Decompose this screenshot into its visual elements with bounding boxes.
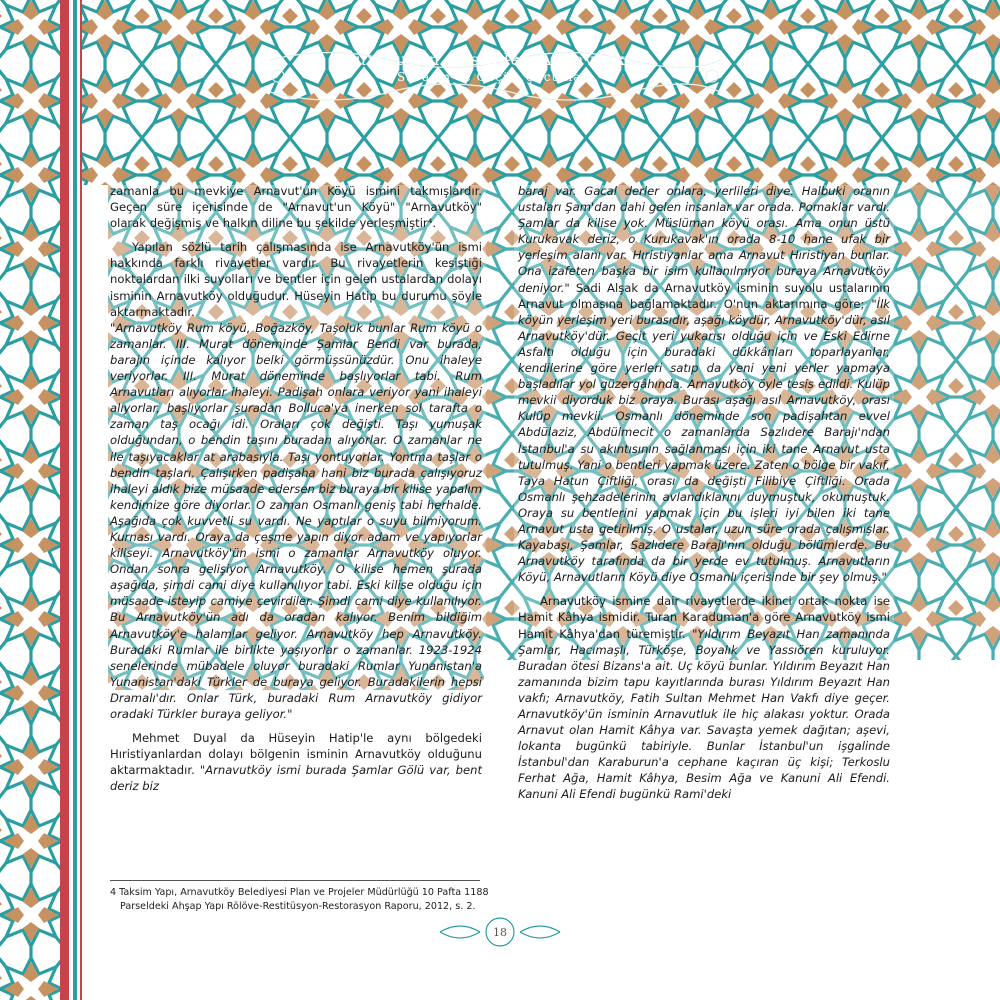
left-red-bar bbox=[60, 0, 69, 1000]
left-teal-bar bbox=[73, 0, 77, 1000]
quote-text: "İlk köyün yerleşim yeri burasıdır, aşağı köydür, Arnavutköy'dür, asıl Arnavutköy'dür. Geçit yeri yukarısı olduğu için ve Eski Edirne Asfaltı olduğu için buradaki dükkânları toparlayanlar, kendilerine göre yerleri satıp da yeni yeni yerler yapmaya başladılar yol güzergâhında. Arnavutköy öyle tesis edildi. Kulüp mevkii diyorduk biz oraya. Burası aşağı asıl Arnavutköy, orası Kulüp mevkii. Osmanlı döneminde son padişahtan evvel Abdülaziz, Abdülmecit o zamanlarda Sazlıdere Barajı'ndan İstanbul'a su akıntısının sağlanması için iki tane Arnavut usta tutulmuş. Yani o bentleri yapmak üzere. Zaten o bölge bir vakıf, Taya Hatun Çiftliği, orası da değişti Filibiye Çiftliği. Orada Osmanlı şehzadelerinin avlandıklarını duymuştuk, okumuştuk. Oraya su bentlerini yapmak için bu işleri iyi bilen iki tane Arnavut usta getirilmiş. O ustalar, uzun süre orada çalışmışlar. Kayabaşı, Şamlar, Sazlıdere Barajı'nın olduğu bölümlerde. Bu Arnavutköy tarafında da bir yerde ev tutulmuş. Arnavutların Köyü, Arnavutların Köyü diye Osmanlı içerisinde bir şey olmuş." bbox=[518, 296, 890, 585]
paragraph: Yapılan sözlü tarih çalışmasında ise Arnavutköy'ün ismi hakkında farklı rivayetler vardır. Bu rivayetlerin kesiştiği noktalardan ilki suyolları ve bentler için gelen ustalardan dolayı isminin Arnavutköy olduğudur. Hüseyin Hatip bu durumu şöyle aktarmaktadır. bbox=[110, 240, 482, 319]
text-segment: Mehmet Duyal da Hüseyin Hatip'le aynı bölgedeki Hıristiyanlardan dolayı bölgenin isminin Arnavutköy olduğunu aktarmaktadır. bbox=[110, 731, 482, 778]
quote-text: "Yıldırım Beyazıt Han zamanında Şamlar, Hacımaşlı, Türköşe, Boyalık ve Yassıören kuruluyor. Buradan ötesi Bizans'a ait. Uç köyü bunlar. Yıldırım Beyazıt Han zamanında bizim tapu kayıtlarında burası Yıldırım Beyazıt Han vakfı; Arnavutköy, Fatih Sultan Mehmet Han Vakfı diye geçer. Arnavutköy'ün isminin Arnavutluk ile hiç alakası yoktur. Orada Arnavut olan Hamit Kâhya var. Savaşta yemek dağıtan; aşevi, lokanta bugünkü tabiriyle. Bunlar İstanbul'un işgalinde İstanbul'dan Karaburun'a cephane kaçıran üç kişi; Terkoslu Ferhat Ağa, Hamit Kâhya, Besim Ağa ve Kanuni Ali Efendi. Kanuni Ali Efendi bugünkü Rami'deki bbox=[518, 626, 890, 802]
paragraph bbox=[518, 183, 890, 585]
paragraph bbox=[110, 730, 482, 794]
text-segment: Sadi Alşak da Arnavutköy isminin suyolu ustalarının Arnavut olmasına bağlamaktadır. O'nun aktarımına göre; bbox=[518, 280, 890, 311]
footnote-line: Parseldeki Ahşap Yapı Rölöve-Restitüsyon-Restorasyon Raporu, 2012, s. 2. bbox=[120, 901, 476, 912]
left-text-column bbox=[110, 183, 482, 794]
quote-text: "Arnavutköy Rum köyü, Boğazköy, Taşoluk bunlar Rum köyü o zamanlar. III. Murat döneminde Şamlar Bendi var burada, barajın içinde kalıyor belki görmüşsünüzdür. Onu ihaleye veriyorlar. III. Murat döneminde başlıyorlar tabi. Rum Arnavutları alıyorlar ihaleyi. Padişah onlara veriyor yani ihaleyi alıyorlar, başlıyorlar şuradan Bolluca'ya inerken sol tarafta o zaman taş ocağı idi. Oraları çok değişti. Taşı yumuşak olduğundan, o bendin taşını buradan alıyorlar. O zamanlar ne ile taşıyacaklar at arabasıyla. Taşı yontuyorlar. Yontma taşlar o bendin taşları. Çalışırken padişaha hani biz burada çalışıyoruz ihaleyi aldık bize müsaade edersen biz buraya bir kilise yapalım kendimize göre diyorlar. O zaman Osmanlı geniş tabi herhalde. Aşağıda çok kuvvetli su vardı. Ne yaptılar o suyu bilmiyorum. Kurnası vardı. Oraya da çeşme yapın diyor adam ve yapıyorlar kiliseyi. Arnavutköy'ün ismi o zamanlar Arnavutköy oluyor. Ondan sonra gelişiyor Arnavutköy. O kilise hemen şurada aşağıda, şimdi cami diye kullanılıyor tabi. Eski kilise olduğu için müsaade isteyip camiye çevirdiler. Şimdi cami diye kullanılıyor. Bu Arnavutköy'ün adı da oradan kalıyor. Benim bildiğim Arnavutköy'e halamlar geliyor. Arnavutköy hep Arnavutköy. Buradaki Rumlar ile birlikte yaşıyorlar o zamanlar. 1923-1924 senelerinde mübadele oluyor buradaki Rumlar Yunanistan'a Yunanistan'daki Türkler de buraya geliyor. Buradakilerin hepsi Dramalı'dır. Onlar Türk, buradaki Rum Arnavutköy gidiyor oradaki Türkler buraya geliyor." bbox=[110, 320, 482, 721]
footnote bbox=[110, 886, 490, 914]
footnote-rule bbox=[110, 880, 480, 881]
footnote-line: 4 Taksim Yapı, Arnavutköy Belediyesi Plan ve Projeler Müdürlüğü 10 Pafta 1188 bbox=[110, 887, 489, 898]
page-number: 18 bbox=[493, 926, 507, 939]
paragraph bbox=[518, 593, 890, 802]
header-subtitle: Savaşın ve Göçün Çocukları bbox=[396, 70, 594, 84]
left-red-thin-bar bbox=[80, 0, 82, 1000]
quote-text: baraj var. Gacal derler onlara, yerlileri diye. Halbuki oranın ustaları Şam'dan dahi gelen insanlar var orada. Pomaklar vardı. Şamlar da kilise yok. Müslüman köyü orası. Ama onun üstü Kurukavak deriz, o Kurukavak'ın orada 8-10 hane ufak bir yerleşim alanı var. Hıristiyanlar ama Arnavut Hıristiyan bunlar. Ona izafeten başka bir isim kullanılmıyor buraya Arnavutköy deniyor." bbox=[518, 184, 890, 295]
quote-paragraph bbox=[110, 320, 482, 722]
running-header bbox=[270, 50, 720, 84]
paragraph: zamanla bu mevkiye Arnavut'un Köyü ismini takmışlardır. Geçen süre içerisinde de "Arnavut'un Köyü" "Arnavutköy" olarak değişmiş ve halkın diline bu şekilde yerleşmiştir⁴. bbox=[110, 184, 482, 231]
right-text-column bbox=[518, 183, 890, 803]
header-title: Cumhurun Sesinden Arnavutköy bbox=[341, 50, 649, 69]
text-segment: Arnavutköy ismine dair rivayetlerde ikinci ortak nokta ise Hamit Kâhya ismidir. Turan Karaduman'a göre Arnavutköy ismi Hamit Kâhya'dan türemiştir. bbox=[518, 594, 890, 641]
quote-text: "Arnavutköy ismi burada Şamlar Gölü var, bent deriz biz bbox=[110, 763, 483, 794]
